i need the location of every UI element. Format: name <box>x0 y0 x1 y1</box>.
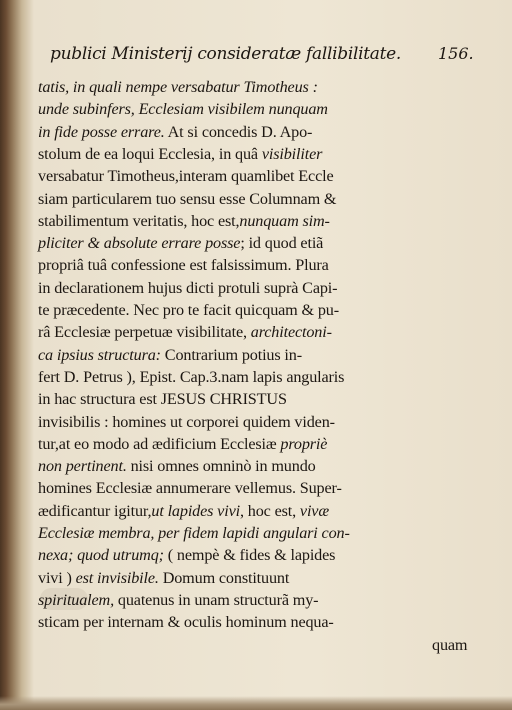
text-line <box>38 165 334 187</box>
roman-run: in hac structura est JESUS CHRISTUS <box>38 390 287 409</box>
page-edge <box>0 696 512 710</box>
text-line <box>38 522 350 544</box>
roman-run: At si concedis D. Apo- <box>164 122 313 141</box>
roman-run: ; id quod etiã <box>240 234 324 253</box>
running-title: publici Ministerij consideratæ fallibilitate. <box>50 44 402 64</box>
text-line <box>432 634 467 656</box>
roman-run: versabatur Timotheus,interam quamlibet Eccle <box>38 167 334 186</box>
text-line <box>38 344 302 366</box>
italic-run: vivæ <box>299 501 329 520</box>
italic-run: unde subinfers, Ecclesiam visibilem nunquam <box>38 100 328 119</box>
text-line <box>38 589 318 611</box>
italic-run: architectoni- <box>250 323 332 342</box>
italic-run: ut lapides vivi <box>151 501 240 520</box>
italic-run: pliciter & absolute errare posse <box>38 234 241 253</box>
roman-run: siam particularem tuo sensu esse Columnam & <box>38 189 337 208</box>
text-line <box>38 232 323 254</box>
text-line <box>38 455 316 477</box>
roman-run: sticam per internam & oculis hominum nequa- <box>38 613 334 632</box>
text-line <box>38 98 328 120</box>
book-page <box>34 42 488 654</box>
text-line <box>38 76 318 98</box>
text-line <box>38 366 344 388</box>
text-line <box>38 121 312 143</box>
roman-run: ( nempè & fides & lapides <box>163 546 336 565</box>
roman-run: nisi omnes omninò in mundo <box>126 457 316 476</box>
italic-run: visibiliter <box>261 144 323 163</box>
roman-run: stolum de ea loqui Ecclesia, in quâ <box>38 144 262 163</box>
text-line <box>38 210 330 232</box>
italic-run: ca ipsius structura: <box>38 345 161 364</box>
italic-run: in fide posse errare. <box>38 122 165 141</box>
roman-run: stabilimentum veritatis, hoc est, <box>38 211 240 230</box>
facing-page-bleed <box>0 0 26 710</box>
text-line <box>38 321 332 343</box>
roman-run: ædificantur igitur, <box>38 501 152 520</box>
text-line <box>38 143 322 165</box>
text-line <box>38 611 334 633</box>
running-head <box>34 42 488 72</box>
italic-run: nunquam sim- <box>239 211 330 230</box>
text-line <box>38 388 287 410</box>
roman-run: propriâ tuâ confessione est falsissimum. Plura <box>38 256 329 275</box>
text-line <box>38 411 335 433</box>
roman-run: râ Ecclesiæ perpetuæ visibilitate, <box>38 323 251 342</box>
roman-run: fert D. Petrus ), Epist. Cap.3.nam lapis angularis <box>38 367 345 386</box>
roman-run: te præcedente. Nec pro te facit quicquam & pu- <box>38 301 339 319</box>
italic-run: spiritualem, <box>38 590 114 609</box>
roman-run: vivi ) <box>38 568 76 587</box>
roman-run: homines Ecclesiæ annumerare vellemus. Super- <box>38 479 342 498</box>
text-line <box>38 188 336 210</box>
roman-run: Domum constituunt <box>158 568 290 587</box>
italic-run: non pertinent. <box>38 457 127 476</box>
roman-run: , hoc est, <box>239 501 300 520</box>
roman-run: tur,at eo modo ad ædificium Ecclesiæ <box>38 434 281 453</box>
italic-run: nexa; quod utrumq; <box>38 546 164 565</box>
page-number: 156. <box>438 44 474 63</box>
text-line <box>38 254 329 276</box>
italic-run: tatis, in quali nempe versabatur Timotheus : <box>38 78 318 96</box>
text-line <box>38 567 289 589</box>
roman-run: quam <box>432 635 468 654</box>
text-line <box>38 299 339 321</box>
italic-run: est invisibile. <box>75 568 159 587</box>
italic-run: Ecclesiæ membra, per fidem lapidi angulari con- <box>38 524 350 542</box>
text-line <box>38 433 327 455</box>
roman-run: invisibilis : homines ut corporei quidem viden- <box>38 412 335 431</box>
text-line <box>38 500 329 522</box>
roman-run: Contrarium potius in- <box>160 345 302 364</box>
text-line <box>38 544 335 566</box>
italic-run: propriè <box>280 434 328 453</box>
roman-run: in declarationem hujus dicti protuli suprà Capi- <box>38 278 338 297</box>
text-line <box>38 277 337 299</box>
text-line <box>38 477 342 499</box>
roman-run: quatenus in unam structurã my- <box>114 590 319 609</box>
